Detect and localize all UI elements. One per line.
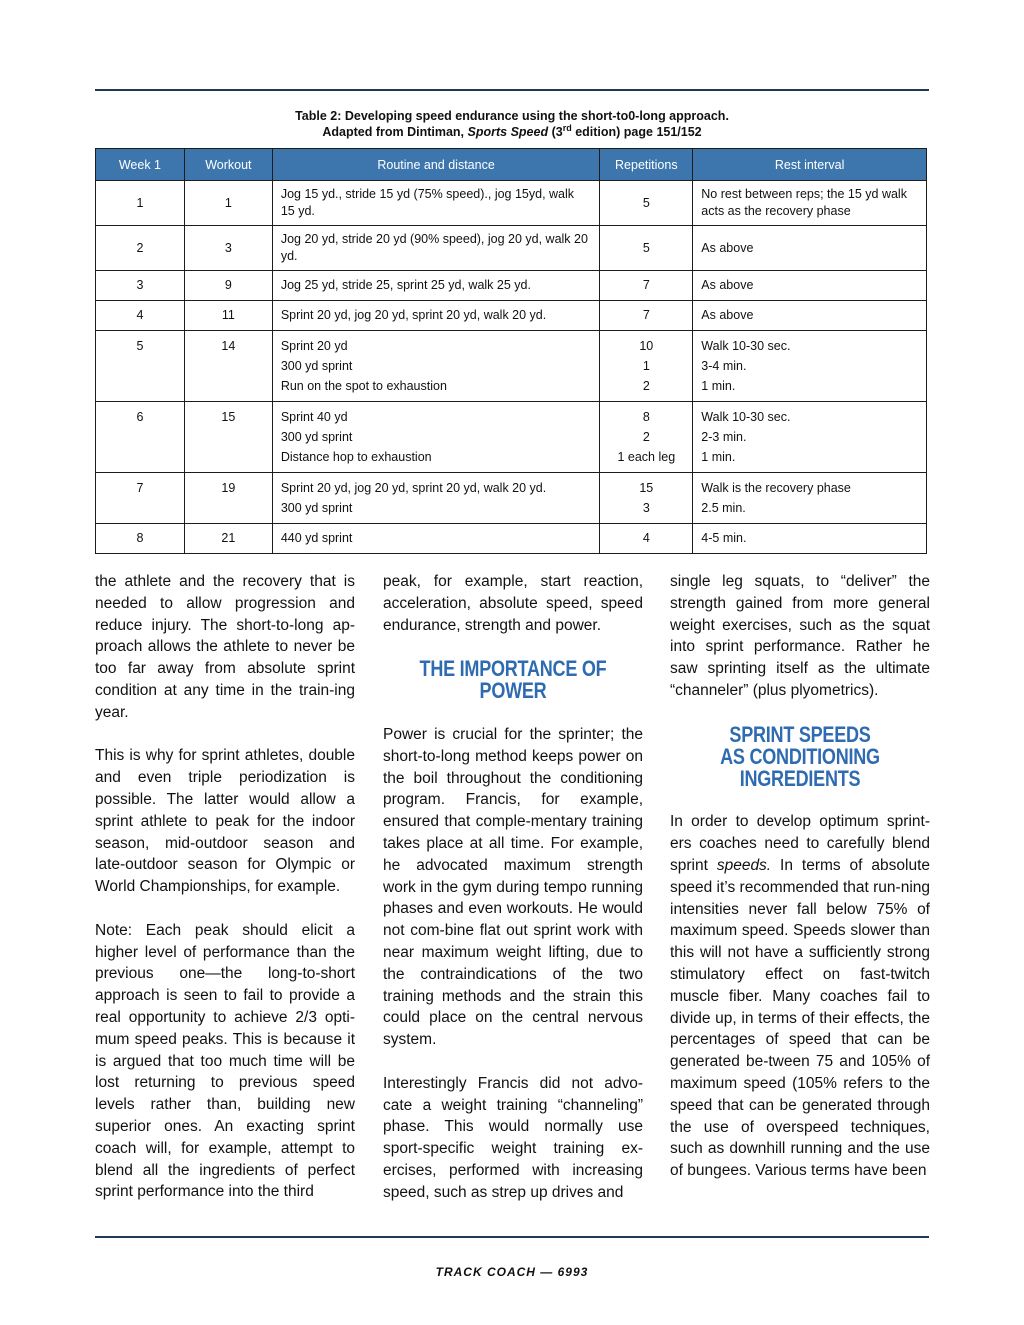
cell-rest: As above — [693, 226, 927, 271]
cell-routine: Sprint 40 yd 300 yd sprint Distance hop to exhaustion — [272, 402, 600, 473]
book-title: Sports Speed — [467, 125, 549, 139]
paragraph: This is why for sprint athletes, double and even triple periodization is possible. The latter would allow a sprint athlete to peak for the indoor season, mid-outdoor season and late-outdoor season for Olympic or World Championships, for example. — [95, 747, 355, 896]
paragraph: Interestingly Francis did not advo-cate a weight training “channeling” phase. This would normally use sport-specific weight training ex-ercises, performed with increasing speed, such as strep up drives and — [383, 1074, 643, 1201]
column-1 — [95, 571, 355, 1225]
paragraph: Note: Each peak should elicit a higher level of performance than the previous one—the long-to-short approach is seen to fail to provide a real opportunity to achieve 2/3 opti-mum speed peaks. This is because it is argued that too much time will be lost returning to previous speed levels rather than, building new superior ones. An exacting sprint coach will, for example, attempt to blend all the ingredients of perfect sprint performance into the third — [95, 921, 355, 1201]
cell-reps: 7 — [600, 301, 693, 331]
table-row — [96, 473, 927, 524]
cell-week: 4 — [96, 301, 185, 331]
table-row — [96, 524, 927, 554]
cell-rest: No rest between reps; the 15 yd walk acts as the recovery phase — [693, 181, 927, 226]
header-routine: Routine and distance — [272, 149, 600, 181]
cell-workout: 19 — [184, 473, 272, 524]
paragraph: Power is crucial for the sprinter; the short-to-long method keeps power on the boil throughout the conditioning program. Francis, for example, ensured that comple-mentary training takes place at all time. For example, he advocated maximum strength work in the gym during tempo running phases and even workouts. He would not com-bine flat out sprint work with near maximum weight lifting, due to the contraindications of the two training methods and the strain this could place on the central nervous system. — [383, 725, 643, 1049]
table-row — [96, 181, 927, 226]
cell-routine: Sprint 20 yd, jog 20 yd, sprint 20 yd, walk 20 yd. — [272, 301, 600, 331]
table-row — [96, 226, 927, 271]
cell-rest: As above — [693, 271, 927, 301]
cell-reps: 7 — [600, 271, 693, 301]
cell-workout: 15 — [184, 402, 272, 473]
cell-routine: Sprint 20 yd, jog 20 yd, sprint 20 yd, walk 20 yd. 300 yd sprint — [272, 473, 600, 524]
speed-endurance-table — [95, 148, 927, 554]
cell-reps: 15 3 — [600, 473, 693, 524]
table-caption — [95, 108, 929, 140]
cell-week: 2 — [96, 226, 185, 271]
cell-reps: 5 — [600, 226, 693, 271]
table-row — [96, 402, 927, 473]
cell-workout: 3 — [184, 226, 272, 271]
cell-reps: 5 — [600, 181, 693, 226]
paragraph: single leg squats, to “deliver” the strength gained from more general weight exercises, such as the squat into sprint performance. Rather he saw sprinting itself as the ultimate “channeler” (plus plyometrics). — [670, 573, 930, 699]
cell-week: 1 — [96, 181, 185, 226]
cell-week: 7 — [96, 473, 185, 524]
header-workout: Workout — [184, 149, 272, 181]
cell-routine: Jog 25 yd, stride 25, sprint 25 yd, walk 25 yd. — [272, 271, 600, 301]
cell-rest: Walk 10-30 sec. 3-4 min. 1 min. — [693, 331, 927, 402]
cell-week: 5 — [96, 331, 185, 402]
cell-rest: 4-5 min. — [693, 524, 927, 554]
paragraph: In order to develop optimum sprint-ers coaches need to carefully blend sprint speeds. In terms of absolute speed it’s recommended that run-ning intensities never fall below 75% of maximum speed. Speeds slower than this will not have a sufficiently strong stimulatory effect on fast-twitch muscle fiber. Many coaches fail to divide up, in terms of their effects, the percentages of speed that can be generated be-tween 75 and 105% of maximum speed (105% refers to the speed that can be generated through the use of overspeed techniques, such as downhill running and the use of bungees. Various terms have been — [670, 813, 930, 1180]
cell-reps: 10 1 2 — [600, 331, 693, 402]
cell-week: 3 — [96, 271, 185, 301]
header-rest-interval: Rest interval — [693, 149, 927, 181]
section-heading-sprint-speeds: SPRINT SPEEDS AS CONDITIONING INGREDIENTS — [720, 721, 880, 791]
cell-rest: As above — [693, 301, 927, 331]
section-heading-power: THE IMPORTANCE OF POWER — [419, 656, 607, 704]
paragraph: the athlete and the recovery that is needed to allow progression and reduce injury. The short-to-long ap-proach allows the athlete to never be too far away from absolute sprint condition at any time in the train-ing year. — [95, 573, 355, 721]
table-header-row — [96, 149, 927, 181]
cell-workout: 1 — [184, 181, 272, 226]
cell-workout: 21 — [184, 524, 272, 554]
cell-routine: 440 yd sprint — [272, 524, 600, 554]
cell-reps: 8 2 1 each leg — [600, 402, 693, 473]
cell-rest: Walk is the recovery phase 2.5 min. — [693, 473, 927, 524]
cell-routine: Jog 15 yd., stride 15 yd (75% speed)., jog 15yd, walk 15 yd. — [272, 181, 600, 226]
cell-week: 8 — [96, 524, 185, 554]
cell-routine: Jog 20 yd, stride 20 yd (90% speed), jog 20 yd, walk 20 yd. — [272, 226, 600, 271]
cell-workout: 11 — [184, 301, 272, 331]
header-repetitions: Repetitions — [600, 149, 693, 181]
cell-workout: 9 — [184, 271, 272, 301]
header-week: Week 1 — [96, 149, 185, 181]
cell-week: 6 — [96, 402, 185, 473]
column-3 — [670, 571, 930, 1204]
cell-workout: 14 — [184, 331, 272, 402]
table-row — [96, 271, 927, 301]
column-2 — [383, 571, 643, 1225]
cell-rest: Walk 10-30 sec. 2-3 min. 1 min. — [693, 402, 927, 473]
cell-reps: 4 — [600, 524, 693, 554]
table-row — [96, 301, 927, 331]
page-footer: TRACK COACH — 6993 — [435, 1265, 589, 1279]
top-rule — [95, 89, 929, 91]
caption-line-1: Table 2: Developing speed endurance using the short-to0-long approach. — [295, 109, 729, 123]
paragraph: peak, for example, start reaction, acceleration, absolute speed, speed endurance, strength and power. — [383, 573, 643, 634]
table-row — [96, 331, 927, 402]
cell-routine: Sprint 20 yd 300 yd sprint Run on the spot to exhaustion — [272, 331, 600, 402]
caption-line-2: Adapted from Dintiman, Sports Speed (3rd edition) page 151/152 — [322, 122, 702, 139]
bottom-rule — [95, 1236, 929, 1238]
